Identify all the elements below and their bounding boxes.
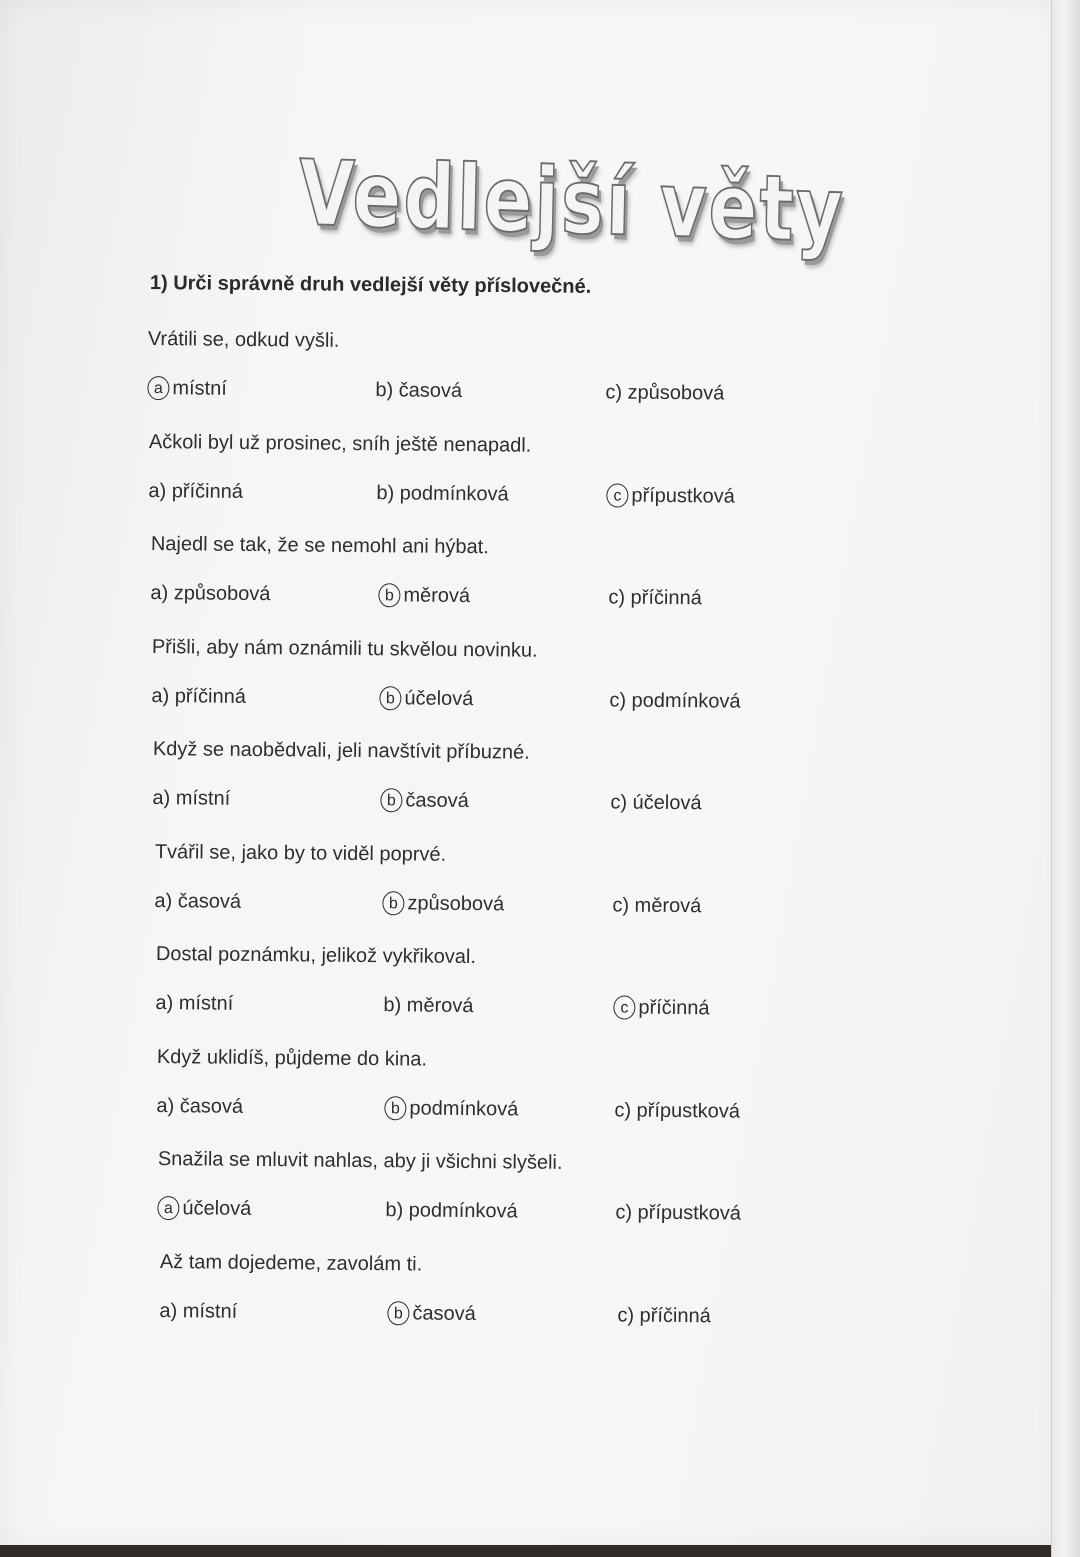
option-text: účelová	[632, 791, 702, 815]
question-item	[150, 531, 871, 616]
option-text: příčinná	[638, 996, 710, 1020]
question-sentence: Snažila se mluvit nahlas, aby ji všichni slyšeli.	[158, 1147, 563, 1174]
answer-options	[149, 476, 869, 513]
circled-answer-letter: b	[384, 1096, 406, 1120]
option-text: účelová	[404, 686, 474, 710]
option-letter: a )	[156, 1094, 180, 1116]
option-text: místní	[172, 377, 227, 400]
question-sentence: Najedl se tak, že se nemohl ani hýbat.	[150, 532, 489, 559]
answer-option-a[interactable]	[155, 989, 233, 1018]
answer-option-b[interactable]	[379, 684, 473, 713]
answer-option-c[interactable]	[613, 993, 709, 1022]
option-letter: a )	[149, 479, 173, 501]
option-letter: c )	[617, 1304, 639, 1326]
circled-answer-letter: b	[380, 788, 402, 812]
task-instruction: 1) Urči správně druh vedlejší věty příslovečné.	[149, 272, 592, 298]
option-letter: b )	[386, 1199, 410, 1221]
paper-stack-edge	[1051, 0, 1080, 1557]
option-text: přípustková	[631, 484, 736, 508]
answer-option-c[interactable]	[605, 378, 724, 407]
option-text: podmínková	[631, 689, 741, 713]
option-text: příčinná	[171, 479, 244, 503]
answer-option-b[interactable]	[387, 1299, 476, 1328]
option-letter: c )	[612, 894, 634, 916]
option-text: příčinná	[630, 586, 702, 610]
question-sentence: Když se naobědvali, jeli navštívit příbuzné.	[152, 737, 531, 764]
answer-options	[154, 886, 874, 923]
answer-option-c[interactable]	[616, 1198, 742, 1227]
question-sentence: Až tam dojedeme, zavolám ti.	[159, 1250, 422, 1276]
option-letter: c )	[614, 1099, 636, 1121]
question-item	[156, 1044, 877, 1129]
answer-option-a[interactable]	[152, 784, 230, 813]
answer-options	[156, 1091, 876, 1128]
answer-option-a[interactable]	[156, 1091, 243, 1120]
answer-option-b[interactable]	[378, 581, 470, 610]
answer-options	[159, 1296, 879, 1333]
answer-option-b[interactable]	[380, 786, 469, 815]
circled-answer-letter: b	[379, 686, 401, 710]
option-text: způsobová	[173, 582, 271, 606]
answer-option-a[interactable]	[147, 374, 227, 403]
option-text: časová	[411, 1301, 476, 1325]
option-text: účelová	[182, 1197, 252, 1220]
option-letter: a )	[151, 684, 175, 706]
option-text: způsobová	[627, 381, 725, 405]
question-item	[151, 634, 872, 719]
option-text: podmínková	[409, 1096, 519, 1120]
option-letter: a )	[155, 992, 179, 1014]
answer-option-c[interactable]	[609, 686, 740, 715]
option-text: místní	[175, 787, 231, 810]
circled-answer-letter: c	[607, 483, 629, 507]
question-sentence: Když uklidíš, půjdeme do kina.	[156, 1045, 428, 1071]
question-sentence: Dostal poznámku, jelikož vykřikoval.	[155, 942, 476, 969]
question-item	[149, 429, 870, 514]
answer-option-b[interactable]	[383, 991, 473, 1020]
option-text: přípustková	[636, 1099, 741, 1123]
worksheet-title: Vedlejší věty	[297, 140, 846, 263]
answer-option-b[interactable]	[384, 1094, 518, 1123]
answer-option-b[interactable]	[375, 376, 462, 405]
option-letter: b )	[375, 379, 399, 401]
option-letter: a )	[159, 1299, 183, 1321]
option-text: místní	[178, 992, 234, 1015]
answer-option-a[interactable]	[158, 1194, 252, 1223]
circled-answer-letter: b	[382, 891, 404, 915]
option-letter: c )	[616, 1201, 638, 1223]
answer-option-b[interactable]	[382, 889, 504, 918]
option-letter: c )	[608, 586, 630, 608]
question-sentence: Tvářil se, jako by to viděl poprvé.	[154, 840, 446, 866]
answer-options	[152, 784, 872, 821]
option-letter: b )	[377, 482, 401, 504]
answer-options	[150, 579, 870, 616]
question-item	[159, 1249, 880, 1334]
option-text: příčinná	[174, 684, 246, 708]
option-letter: a )	[150, 582, 174, 604]
option-text: měrová	[633, 894, 701, 917]
option-text: podmínková	[399, 481, 510, 505]
answer-option-c[interactable]	[617, 1301, 711, 1330]
option-letter: c )	[609, 689, 631, 711]
circled-answer-letter: a	[147, 376, 169, 400]
option-text: měrová	[406, 994, 474, 1018]
question-item	[147, 326, 868, 411]
answer-option-c[interactable]	[608, 583, 702, 612]
answer-option-c[interactable]	[607, 481, 736, 510]
answer-option-c[interactable]	[612, 891, 701, 920]
option-text: časová	[405, 789, 470, 813]
option-text: místní	[182, 1299, 237, 1323]
option-letter: a )	[154, 889, 178, 911]
option-text: časová	[398, 379, 463, 403]
answer-options	[151, 681, 871, 718]
question-item	[158, 1146, 879, 1231]
question-item	[152, 736, 873, 821]
option-text: měrová	[402, 584, 470, 608]
question-sentence: Přišli, aby nám oznámili tu skvělou novinku.	[151, 635, 538, 662]
option-text: časová	[179, 1094, 244, 1118]
question-sentence: Ačkoli byl už prosinec, sníh ještě nenapadl.	[149, 430, 532, 457]
option-text: způsobová	[406, 891, 504, 915]
answer-options	[158, 1194, 878, 1231]
circled-answer-letter: c	[613, 995, 635, 1019]
option-letter: c )	[610, 791, 632, 813]
answer-option-a[interactable]	[159, 1296, 237, 1325]
option-text: časová	[177, 889, 241, 913]
option-letter: a )	[152, 787, 176, 809]
answer-option-a[interactable]	[149, 476, 244, 505]
option-text: podmínková	[409, 1199, 519, 1223]
answer-option-a[interactable]	[154, 886, 241, 915]
option-text: příčinná	[639, 1304, 711, 1327]
circled-answer-letter: a	[158, 1196, 180, 1220]
circled-answer-letter: b	[387, 1301, 409, 1325]
answer-option-b[interactable]	[377, 479, 510, 508]
question-item	[155, 941, 876, 1026]
answer-option-a[interactable]	[151, 681, 246, 710]
answer-options	[155, 989, 875, 1026]
answer-option-a[interactable]	[150, 579, 270, 608]
circled-answer-letter: b	[378, 583, 400, 607]
answer-option-b[interactable]	[386, 1196, 519, 1225]
answer-option-c[interactable]	[610, 788, 701, 817]
option-letter: c )	[605, 381, 627, 403]
question-item	[154, 839, 875, 924]
option-letter: b )	[383, 994, 407, 1016]
answer-option-c[interactable]	[614, 1096, 740, 1125]
option-text: přípustková	[637, 1201, 742, 1225]
question-sentence: Vrátili se, odkud vyšli.	[147, 327, 340, 352]
answer-options	[147, 374, 867, 411]
